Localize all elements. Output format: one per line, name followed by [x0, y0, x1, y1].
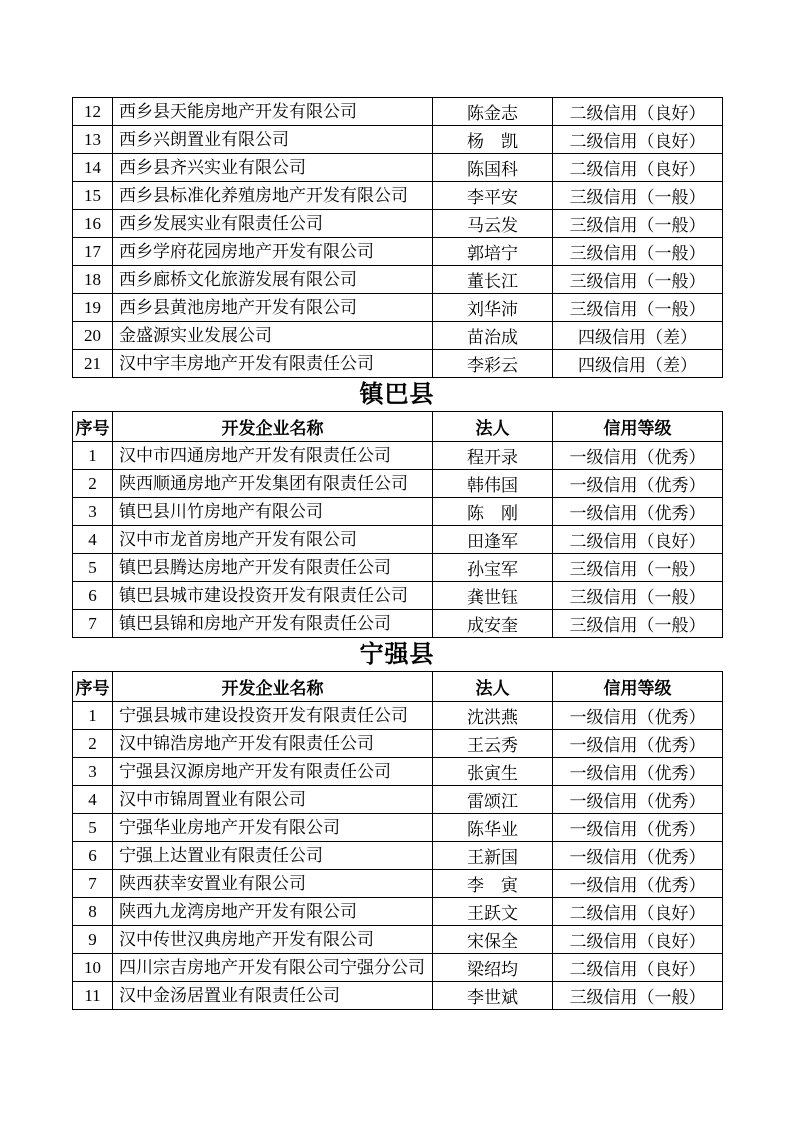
table-header-row — [73, 672, 723, 702]
company-name-cell — [113, 758, 433, 786]
company-name-text: 西乡县天能房地产开发有限公司 — [119, 102, 357, 121]
table-row — [73, 954, 723, 982]
row-number-cell: 7 — [73, 610, 113, 638]
legal-person-cell: 陈国科 — [433, 154, 553, 182]
credit-rating-cell: 三级信用（一般） — [553, 294, 723, 322]
company-name-cell — [113, 470, 433, 498]
legal-person-cell: 成安奎 — [433, 610, 553, 638]
credit-rating-cell: 三级信用（一般） — [553, 238, 723, 266]
company-name-cell — [113, 554, 433, 582]
table-body — [73, 442, 723, 638]
row-number-cell: 21 — [73, 350, 113, 378]
col-header-credit-rating: 信用等级 — [553, 672, 723, 702]
company-name-cell — [113, 266, 433, 294]
table-row — [73, 982, 723, 1010]
credit-rating-table — [72, 671, 723, 1010]
col-header-serial: 序号 — [73, 672, 113, 702]
company-name-text: 汉中传世汉典房地产开发有限公司 — [119, 930, 374, 949]
legal-person-cell: 陈金志 — [433, 98, 553, 126]
company-name-cell — [113, 982, 433, 1010]
table-row — [73, 758, 723, 786]
company-name-text: 金盛源实业发展公司 — [119, 326, 272, 345]
county-section — [72, 378, 722, 638]
legal-person-cell: 郭培宁 — [433, 238, 553, 266]
row-number-cell: 4 — [73, 526, 113, 554]
row-number-cell: 11 — [73, 982, 113, 1010]
company-name-text: 汉中市龙首房地产开发有限公司 — [119, 530, 357, 549]
company-name-cell — [113, 498, 433, 526]
company-name-text: 西乡发展实业有限责任公司 — [119, 214, 323, 233]
company-name-cell — [113, 582, 433, 610]
county-title: 宁强县 — [359, 641, 435, 668]
credit-rating-cell: 一级信用（优秀） — [553, 786, 723, 814]
credit-rating-cell: 一级信用（优秀） — [553, 702, 723, 730]
legal-person-cell: 杨 凯 — [433, 126, 553, 154]
company-name-text: 宁强县汉源房地产开发有限责任公司 — [119, 762, 391, 781]
credit-rating-cell: 一级信用（优秀） — [553, 758, 723, 786]
row-number-cell: 14 — [73, 154, 113, 182]
legal-person-cell: 苗治成 — [433, 322, 553, 350]
table-row — [73, 98, 723, 126]
legal-person-cell: 李彩云 — [433, 350, 553, 378]
county-section — [72, 638, 722, 1010]
row-number-cell: 20 — [73, 322, 113, 350]
table-row — [73, 470, 723, 498]
legal-person-cell: 孙宝军 — [433, 554, 553, 582]
company-name-cell — [113, 898, 433, 926]
row-number-cell: 10 — [73, 954, 113, 982]
company-name-cell — [113, 702, 433, 730]
row-number-cell: 19 — [73, 294, 113, 322]
company-name-text: 镇巴县城市建设投资开发有限责任公司 — [119, 586, 408, 605]
row-number-cell: 16 — [73, 210, 113, 238]
credit-rating-cell: 三级信用（一般） — [553, 266, 723, 294]
credit-rating-cell: 一级信用（优秀） — [553, 498, 723, 526]
credit-rating-cell: 二级信用（良好） — [553, 954, 723, 982]
row-number-cell: 15 — [73, 182, 113, 210]
credit-rating-cell: 一级信用（优秀） — [553, 442, 723, 470]
table-row — [73, 266, 723, 294]
company-name-text: 宁强上达置业有限责任公司 — [119, 846, 323, 865]
col-header-credit-rating: 信用等级 — [553, 412, 723, 442]
table-row — [73, 730, 723, 758]
county-title: 镇巴县 — [359, 381, 435, 408]
company-name-text: 西乡学府花园房地产开发有限公司 — [119, 242, 374, 261]
credit-rating-cell: 二级信用（良好） — [553, 526, 723, 554]
table-row — [73, 126, 723, 154]
legal-person-cell: 李 寅 — [433, 870, 553, 898]
credit-rating-cell: 二级信用（良好） — [553, 126, 723, 154]
table-row — [73, 842, 723, 870]
credit-rating-cell: 一级信用（优秀） — [553, 814, 723, 842]
county-section — [72, 97, 722, 378]
company-name-text: 汉中市四通房地产开发有限责任公司 — [119, 446, 391, 465]
col-header-serial: 序号 — [73, 412, 113, 442]
table-row — [73, 582, 723, 610]
company-name-text: 宁强华业房地产开发有限公司 — [119, 818, 340, 837]
row-number-cell: 2 — [73, 470, 113, 498]
legal-person-cell: 龚世钰 — [433, 582, 553, 610]
legal-person-cell: 雷颂江 — [433, 786, 553, 814]
legal-person-cell: 梁绍均 — [433, 954, 553, 982]
company-name-text: 汉中市锦周置业有限公司 — [119, 790, 306, 809]
company-name-text: 西乡县齐兴实业有限公司 — [119, 158, 306, 177]
credit-rating-cell: 四级信用（差） — [553, 322, 723, 350]
document-content — [72, 97, 722, 1010]
row-number-cell: 3 — [73, 758, 113, 786]
company-name-cell — [113, 238, 433, 266]
company-name-cell — [113, 814, 433, 842]
row-number-cell: 1 — [73, 442, 113, 470]
company-name-cell — [113, 786, 433, 814]
company-name-text: 镇巴县腾达房地产开发有限责任公司 — [119, 558, 391, 577]
legal-person-cell: 张寅生 — [433, 758, 553, 786]
company-name-text: 陕西获幸安置业有限公司 — [119, 874, 306, 893]
company-name-cell — [113, 442, 433, 470]
county-sections-container — [72, 97, 722, 1010]
company-name-text: 镇巴县川竹房地产有限公司 — [119, 502, 323, 521]
credit-rating-table — [72, 97, 723, 378]
legal-person-cell: 王跃文 — [433, 898, 553, 926]
table-row — [73, 702, 723, 730]
credit-rating-cell: 三级信用（一般） — [553, 982, 723, 1010]
company-name-cell — [113, 322, 433, 350]
company-name-text: 西乡兴朗置业有限公司 — [119, 130, 289, 149]
company-name-cell — [113, 210, 433, 238]
company-name-cell — [113, 730, 433, 758]
credit-rating-cell: 三级信用（一般） — [553, 610, 723, 638]
company-name-cell — [113, 294, 433, 322]
row-number-cell: 2 — [73, 730, 113, 758]
table-row — [73, 554, 723, 582]
legal-person-cell: 陈 刚 — [433, 498, 553, 526]
legal-person-cell: 田逢军 — [433, 526, 553, 554]
company-name-text: 汉中锦浩房地产开发有限责任公司 — [119, 734, 374, 753]
col-header-legal-person: 法人 — [433, 672, 553, 702]
company-name-text: 陕西顺通房地产开发集团有限责任公司 — [119, 474, 408, 493]
credit-rating-cell: 四级信用（差） — [553, 350, 723, 378]
table-row — [73, 898, 723, 926]
legal-person-cell: 韩伟国 — [433, 470, 553, 498]
company-name-cell — [113, 126, 433, 154]
company-name-text: 镇巴县锦和房地产开发有限责任公司 — [119, 614, 391, 633]
table-row — [73, 926, 723, 954]
col-header-legal-person: 法人 — [433, 412, 553, 442]
credit-rating-cell: 二级信用（良好） — [553, 926, 723, 954]
credit-rating-cell: 一级信用（优秀） — [553, 470, 723, 498]
table-header-row — [73, 412, 723, 442]
company-name-text: 西乡廊桥文化旅游发展有限公司 — [119, 270, 357, 289]
credit-rating-cell: 二级信用（良好） — [553, 98, 723, 126]
col-header-company: 开发企业名称 — [113, 672, 433, 702]
row-number-cell: 8 — [73, 898, 113, 926]
credit-rating-cell: 二级信用（良好） — [553, 898, 723, 926]
col-header-company: 开发企业名称 — [113, 412, 433, 442]
company-name-text: 陕西九龙湾房地产开发有限公司 — [119, 902, 357, 921]
credit-rating-cell: 三级信用（一般） — [553, 182, 723, 210]
table-row — [73, 238, 723, 266]
table-row — [73, 182, 723, 210]
row-number-cell: 9 — [73, 926, 113, 954]
table-row — [73, 786, 723, 814]
table-row — [73, 526, 723, 554]
table-row — [73, 154, 723, 182]
row-number-cell: 12 — [73, 98, 113, 126]
row-number-cell: 17 — [73, 238, 113, 266]
row-number-cell: 5 — [73, 814, 113, 842]
company-name-cell — [113, 926, 433, 954]
credit-rating-cell: 一级信用（优秀） — [553, 730, 723, 758]
table-body — [73, 98, 723, 378]
row-number-cell: 6 — [73, 582, 113, 610]
legal-person-cell: 陈华业 — [433, 814, 553, 842]
company-name-cell — [113, 182, 433, 210]
company-name-cell — [113, 154, 433, 182]
row-number-cell: 4 — [73, 786, 113, 814]
legal-person-cell: 李平安 — [433, 182, 553, 210]
company-name-cell — [113, 98, 433, 126]
legal-person-cell: 王云秀 — [433, 730, 553, 758]
table-row — [73, 814, 723, 842]
legal-person-cell: 马云发 — [433, 210, 553, 238]
company-name-text: 西乡县黄池房地产开发有限公司 — [119, 298, 357, 317]
row-number-cell: 18 — [73, 266, 113, 294]
row-number-cell: 6 — [73, 842, 113, 870]
company-name-text: 西乡县标准化养殖房地产开发有限公司 — [119, 186, 408, 205]
legal-person-cell: 宋保全 — [433, 926, 553, 954]
company-name-cell — [113, 842, 433, 870]
company-name-cell — [113, 526, 433, 554]
credit-rating-table — [72, 411, 723, 638]
table-row — [73, 322, 723, 350]
table-body — [73, 702, 723, 1010]
credit-rating-cell: 二级信用（良好） — [553, 154, 723, 182]
legal-person-cell: 沈洪燕 — [433, 702, 553, 730]
legal-person-cell: 王新国 — [433, 842, 553, 870]
credit-rating-cell: 一级信用（优秀） — [553, 870, 723, 898]
table-row — [73, 210, 723, 238]
row-number-cell: 13 — [73, 126, 113, 154]
row-number-cell: 5 — [73, 554, 113, 582]
credit-rating-cell: 三级信用（一般） — [553, 582, 723, 610]
table-row — [73, 610, 723, 638]
table-row — [73, 350, 723, 378]
row-number-cell: 3 — [73, 498, 113, 526]
company-name-text: 宁强县城市建设投资开发有限责任公司 — [119, 706, 408, 725]
legal-person-cell: 李世斌 — [433, 982, 553, 1010]
company-name-cell — [113, 350, 433, 378]
company-name-text: 四川宗吉房地产开发有限公司宁强分公司 — [119, 958, 425, 977]
credit-rating-cell: 三级信用（一般） — [553, 210, 723, 238]
table-row — [73, 442, 723, 470]
company-name-text: 汉中金汤居置业有限责任公司 — [119, 986, 340, 1005]
legal-person-cell: 程开录 — [433, 442, 553, 470]
table-row — [73, 294, 723, 322]
table-row — [73, 498, 723, 526]
row-number-cell: 7 — [73, 870, 113, 898]
table-row — [73, 870, 723, 898]
credit-rating-cell: 一级信用（优秀） — [553, 842, 723, 870]
company-name-cell — [113, 610, 433, 638]
company-name-cell — [113, 954, 433, 982]
legal-person-cell: 董长江 — [433, 266, 553, 294]
legal-person-cell: 刘华沛 — [433, 294, 553, 322]
company-name-text: 汉中宇丰房地产开发有限责任公司 — [119, 354, 374, 373]
company-name-cell — [113, 870, 433, 898]
row-number-cell: 1 — [73, 702, 113, 730]
credit-rating-cell: 三级信用（一般） — [553, 554, 723, 582]
